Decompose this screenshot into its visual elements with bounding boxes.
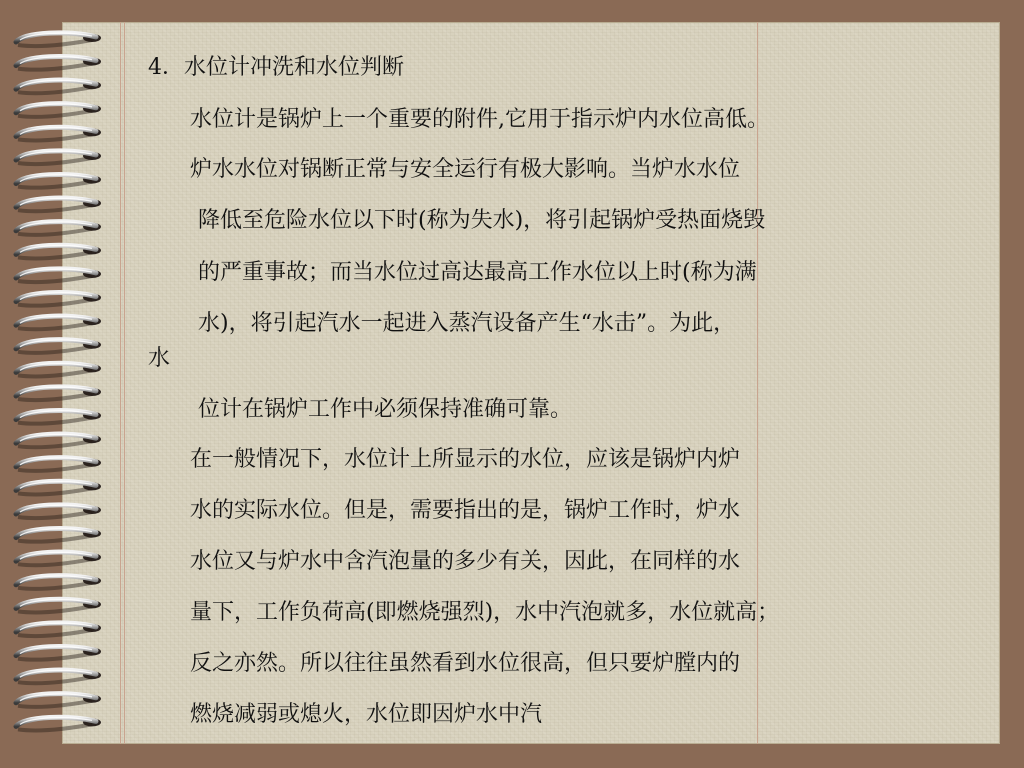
text-line: 炉水水位对锅断正常与安全运行有极大影响。当炉水水位 [190, 157, 741, 182]
text-line: 位计在锅炉工作中必须保持准确可靠。 [198, 397, 573, 422]
margin-line [120, 22, 121, 744]
binding-ring [16, 410, 101, 423]
binding-ring [16, 387, 101, 400]
text-line: 的严重事故；而当水位过高达最高工作水位以上时(称为满 [198, 260, 757, 285]
binding-ring [16, 151, 101, 164]
binding-ring [16, 694, 101, 707]
text-line: 量下，工作负荷高(即燃烧强烈)，水中汽泡就多，水位就高； [190, 600, 780, 625]
text-line: 水位又与炉水中含汽泡量的多少有关，因此，在同样的水 [190, 549, 741, 574]
binding-ring [16, 80, 101, 93]
binding-ring [16, 717, 101, 730]
binding-ring [16, 56, 101, 69]
binding-ring [16, 363, 101, 376]
margin-line [124, 22, 125, 744]
binding-ring [16, 528, 101, 541]
binding-ring [16, 340, 101, 353]
binding-ring [16, 646, 101, 659]
binding-ring [16, 623, 101, 636]
binding-ring [16, 670, 101, 683]
text-line: 水)，将引起汽水一起进入蒸汽设备产生“水击”。为此， [198, 311, 736, 336]
text-line: 反之亦然。所以往往虽然看到水位很高，但只要炉膛内的 [190, 651, 741, 676]
text-line: 水的实际水位。但是，需要指出的是，锅炉工作时，炉水 [190, 498, 741, 523]
binding-ring [16, 33, 101, 46]
text-line: 在一般情况下，水位计上所显示的水位，应该是锅炉内炉 [190, 447, 741, 472]
text-line: 水位计是锅炉上一个重要的附件,它用于指示炉内水位高低。 [190, 107, 769, 132]
text-line: 燃烧减弱或熄火，水位即因炉水中汽 [190, 702, 543, 727]
section-heading: 4．水位计冲洗和水位判断 [148, 55, 404, 80]
binding-ring [16, 599, 101, 612]
binding-ring [16, 458, 101, 471]
binding-ring [16, 316, 101, 329]
binding-ring [16, 222, 101, 235]
text-line: 水 [148, 346, 171, 371]
binding-ring [16, 269, 101, 282]
binding-ring [16, 198, 101, 211]
binding-ring [16, 481, 101, 494]
binding-ring [16, 127, 101, 140]
binding-ring [16, 292, 101, 305]
binding-ring [16, 576, 101, 589]
binding-ring [16, 245, 101, 258]
binding-ring [16, 434, 101, 447]
binding-ring [16, 505, 101, 518]
text-line: 降低至危险水位以下时(称为失水)，将引起锅炉受热面烧毁 [198, 208, 766, 233]
binding-ring [16, 174, 101, 187]
binding-ring [16, 104, 101, 117]
binding-ring [16, 552, 101, 565]
spiral-binding [0, 22, 120, 744]
